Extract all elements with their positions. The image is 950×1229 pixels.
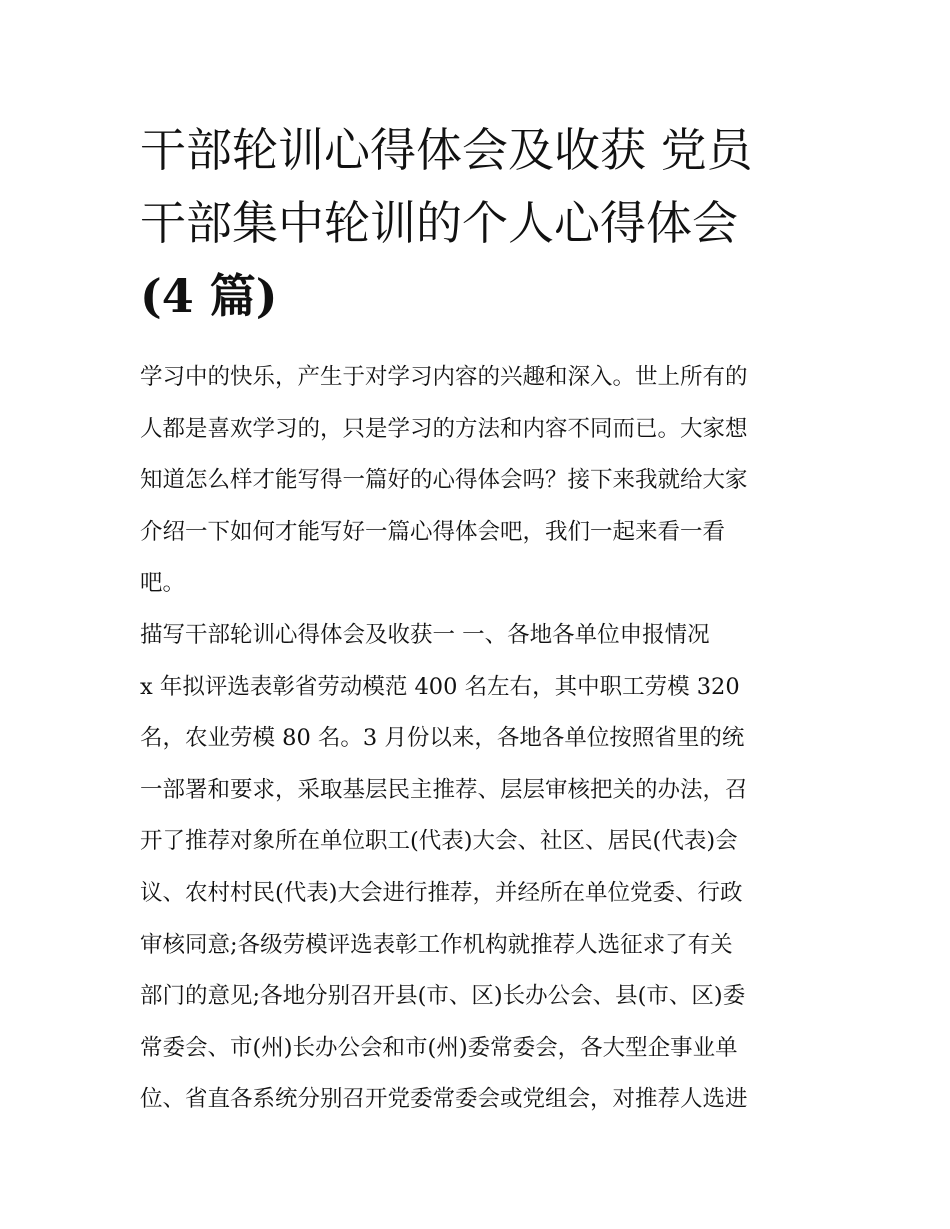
section-line: 开了推荐对象所在单位职工(代表)大会、社区、居民(代表)会 (140, 828, 738, 855)
intro-line: 吧。 (140, 570, 186, 597)
title-line: 干部轮训心得体会及收获 党员 (140, 123, 753, 177)
section-line: 部门的意见;各地分别召开县(市、区)长办公会、县(市、区)委 (140, 983, 746, 1010)
title-line: 干部集中轮训的个人心得体会 (140, 196, 738, 250)
section-line: 议、农村村民(代表)大会进行推荐，并经所在单位党委、行政 (140, 879, 743, 906)
section-line: 审核同意;各级劳模评选表彰工作机构就推荐人选征求了有关 (140, 931, 733, 958)
section-line: 名，农业劳模 80 名。3 月份以来，各地各单位按照省里的统 (140, 725, 745, 752)
intro-line: 知道怎么样才能写得一篇好的心得体会吗？接下来我就给大家 (140, 467, 748, 494)
document-body (140, 352, 840, 1126)
section-line: 描写干部轮训心得体会及收获一 一、各地各单位申报情况 (140, 621, 710, 648)
title-line: (4 篇) (140, 269, 278, 323)
section-line: 位、省直各系统分别召开党委常委会或党组会，对推荐人选进 (140, 1086, 748, 1113)
intro-line: 学习中的快乐，产生于对学习内容的兴趣和深入。世上所有的 (140, 364, 748, 390)
section-line: x 年拟评选表彰省劳动模范 400 名左右，其中职工劳模 320 (140, 673, 740, 700)
document-title (140, 114, 840, 333)
section-line: 常委会、市(州)长办公会和市(州)委常委会，各大型企事业单 (140, 1034, 738, 1061)
intro-line: 人都是喜欢学习的，只是学习的方法和内容不同而已。大家想 (140, 415, 748, 442)
intro-line: 介绍一下如何才能写好一篇心得体会吧，我们一起来看一看 (140, 518, 726, 545)
section-line: 一部署和要求，采取基层民主推荐、层层审核把关的办法，召 (140, 776, 748, 803)
